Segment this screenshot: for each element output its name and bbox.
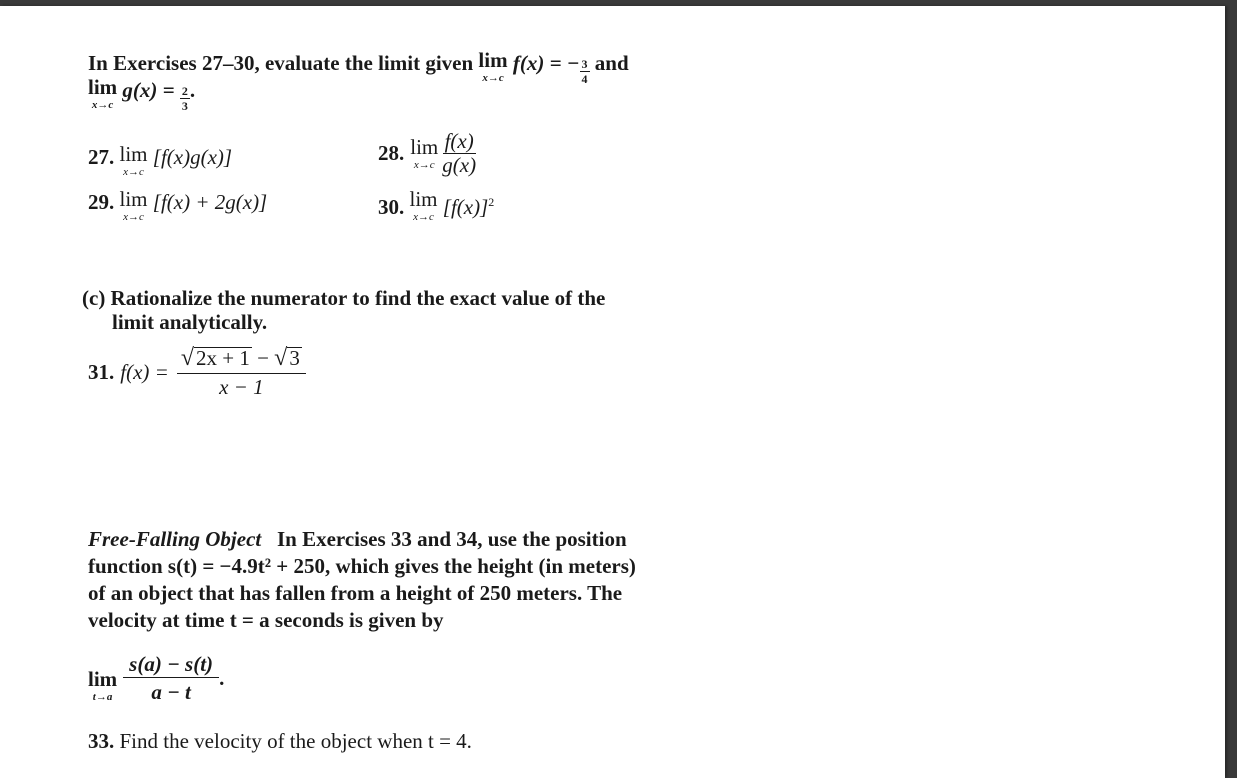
freefall-text-1: In Exercises 33 and 34, use the position: [276, 527, 627, 551]
and-word: and: [594, 51, 629, 75]
lim-subscript: t→a: [92, 690, 113, 703]
intro-limit: [478, 50, 507, 84]
fx-denominator: 4: [581, 72, 588, 86]
lim-subscript: x→c: [91, 99, 114, 111]
fx-given: f(x) = −: [512, 51, 580, 75]
exercise-number: 31.: [88, 359, 115, 384]
lim-subscript: x→c: [413, 158, 435, 171]
velocity-fraction: [123, 654, 219, 703]
lim-word: lim: [119, 142, 148, 166]
exercise-33: [88, 728, 472, 755]
lim-word: lim: [88, 75, 118, 99]
ex31-denominator: x − 1: [219, 375, 264, 399]
document-page: [0, 6, 1225, 778]
lim-word: lim: [410, 134, 439, 159]
gx-denominator: 3: [181, 99, 188, 113]
exercise-number: 30.: [378, 195, 405, 219]
intro-text: In Exercises 27–30, evaluate the limit given: [88, 51, 474, 75]
ex28-limit: [410, 134, 439, 171]
ex30-exponent: 2: [488, 195, 495, 209]
ex31-lhs: f(x) =: [120, 359, 169, 384]
ex31-numerator: [177, 346, 306, 374]
gx-fraction: [180, 85, 190, 112]
lim-subscript: x→c: [413, 211, 434, 223]
exercise-number: 28.: [378, 141, 405, 165]
exercise-29: [88, 189, 267, 223]
freefall-line-3: of an object that has fallen from a height of 250 meters. The: [88, 581, 623, 605]
ex31-radicand-1: 2x + 1: [195, 346, 250, 370]
velocity-limit: [88, 666, 118, 703]
exercise-30: [378, 189, 494, 223]
exercise-28: [378, 131, 476, 176]
freefall-line-2: function s(t) = −4.9t² + 250, which gives the height (in meters): [88, 554, 636, 578]
ex31-radicand-2: 3: [289, 346, 300, 370]
exercise-number: 29.: [88, 190, 115, 214]
intro-limit-2: [88, 77, 117, 111]
period: .: [189, 78, 196, 102]
ex27-limit: [120, 144, 148, 178]
ex33-text: Find the velocity of the object when t = 4.: [119, 729, 472, 753]
lim-subscript: x→c: [482, 72, 504, 84]
exercise-31: [88, 346, 306, 398]
ex27-expression: [f(x)g(x)]: [152, 145, 233, 169]
freefall-title: Free-Falling Object: [88, 527, 262, 551]
ex28-denominator: g(x): [442, 153, 477, 177]
gx-numerator: 2: [181, 84, 188, 98]
lim-subscript: x→c: [123, 211, 144, 223]
ex29-expression: [f(x) + 2g(x)]: [152, 190, 268, 214]
part-c-line-2: limit analytically.: [112, 310, 268, 334]
lim-word: lim: [409, 187, 438, 211]
ex28-numerator: f(x): [444, 129, 474, 153]
intro-line-2: [88, 77, 195, 112]
fx-numerator: 3: [581, 57, 588, 71]
freefall-line-4: velocity at time t = a seconds is given by: [88, 608, 444, 632]
fx-fraction: [580, 58, 590, 85]
lim-subscript: x→c: [123, 166, 144, 178]
velocity-numerator: s(a) − s(t): [123, 654, 219, 678]
ex31-fraction: [177, 346, 306, 398]
exercise-number: 27.: [88, 145, 115, 169]
exercise-27: [88, 144, 232, 178]
gx-given: g(x) =: [122, 78, 175, 102]
sqrt-icon: √: [180, 345, 194, 371]
minus-sign: −: [257, 346, 269, 370]
ex30-expression: [f(x)]: [442, 195, 489, 219]
part-c-line-1: (c) Rationalize the numerator to find the exact value of the: [82, 286, 606, 310]
velocity-formula: [88, 654, 224, 703]
lim-word: lim: [88, 666, 118, 691]
ex28-fraction: [442, 131, 476, 176]
lim-word: lim: [478, 48, 508, 72]
sqrt-icon: √: [274, 345, 288, 371]
ex29-limit: [120, 189, 148, 223]
lim-word: lim: [119, 187, 148, 211]
exercise-number: 33.: [88, 729, 115, 753]
freefall-line-1: [88, 526, 627, 553]
ex30-limit: [410, 189, 438, 223]
period: .: [219, 666, 225, 690]
velocity-denominator: a − t: [151, 680, 191, 704]
